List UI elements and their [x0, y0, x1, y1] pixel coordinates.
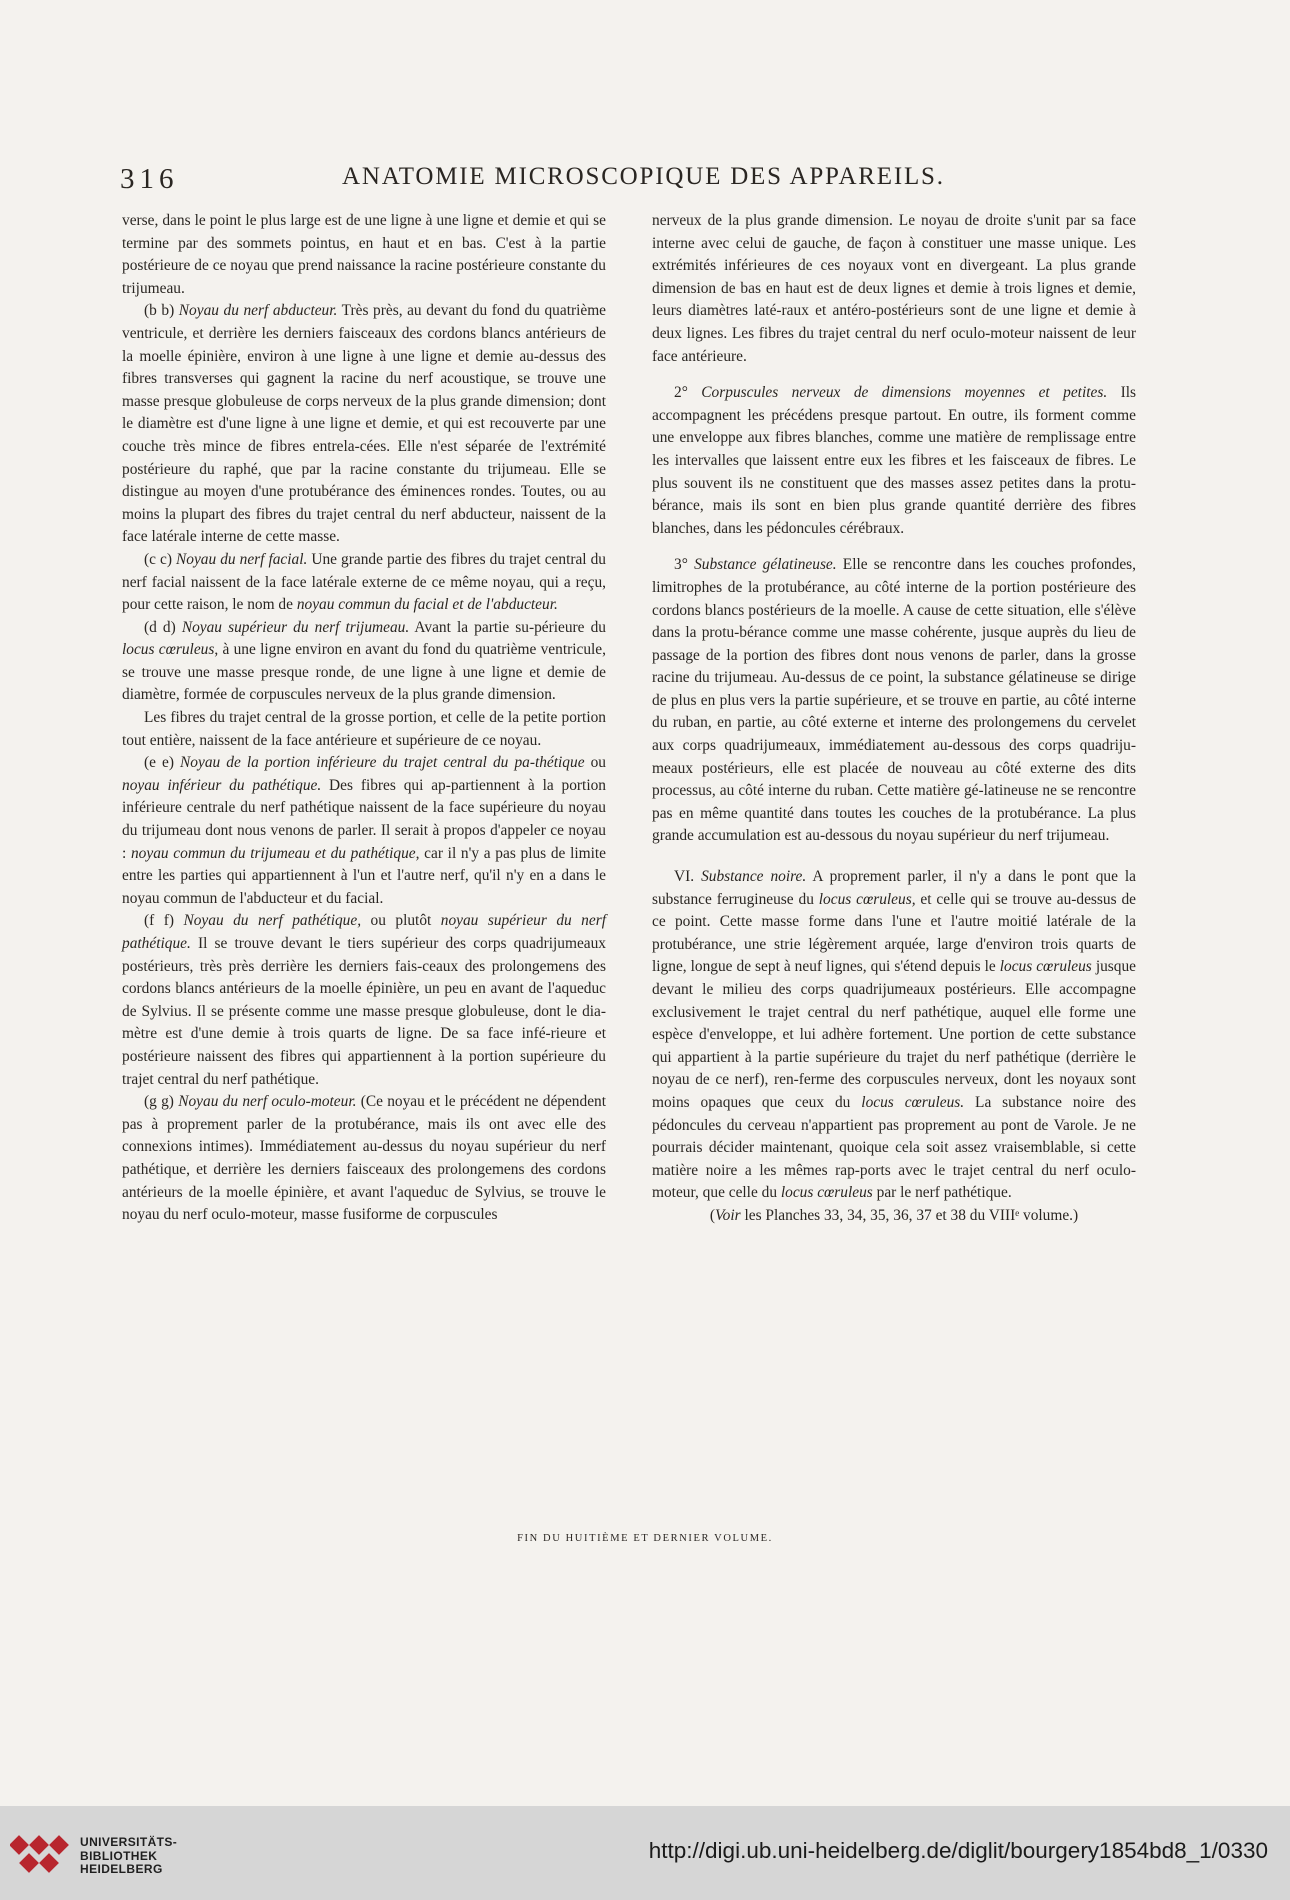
page-header [120, 163, 1150, 199]
paragraph-section-3: 3° Substance gélatineuse. Elle se rencontre dans les couches profondes, limitrophes de la protubérance, au côté interne de la portion postérieure des cordons blancs postérieurs de la moelle. A cause de cette situation, elle s'élève dans la protu-bérance comme une masse cohérente, jusque auprès du lieu de passage de la portion des fibres dont nous venons de parler, dans la grosse racine du trijumeau. Au-dessus de ce point, la substance gélatineuse se dirige de plus en plus vers la partie supérieure, et se trouve en partie, au côté interne du ruban, en partie, au côté externe et interne des prolongemens du cervelet aux corps quadrijumeaux, immédiatement au-dessous des corps quadriju-meaux postérieurs, elle est placée de nouveau au côté externe des dits processus, au côté interne du ruban. Cette matière gé-latineuse ne se rencontre pas en même quantité dans toutes les couches de la protubérance. La plus grande accumulation est au-dessous du noyau supérieur du nerf trijumeau. [652, 556, 1136, 845]
paragraph: nerveux de la plus grande dimension. Le noyau de droite s'unit par sa face interne avec celui de gauche, de façon à constituer une masse unique. Les extrémités inférieures de ces noyaux vont en divergeant. La plus grande dimension de bas en haut est de deux lignes et demie à trois lignes et demie, leurs diamètres laté-raux et antéro-postérieurs sont de une ligne et demie à deux lignes. Les fibres du trajet central du nerf oculo-moteur naissent de leur face antérieure. [652, 212, 1136, 365]
plates-reference: (Voir les Planches 33, 34, 35, 36, 37 et 38 du VIIIᵉ volume.) [709, 1206, 1079, 1224]
footer-bar [0, 1806, 1290, 1900]
paragraph-dd: (d d) Noyau supérieur du nerf trijumeau. Avant la partie su-périeure du locus cœruleus, à une ligne environ en avant du fond du quatrième ventricule, se trouve une masse presque ronde, de une ligne à une ligne et demie de diamètre, formée de corpuscules nerveux de la plus grande dimension. [122, 618, 606, 704]
paragraph-bb: (b b) Noyau du nerf abducteur. Très près, au devant du fond du quatrième ventricule, et derrière les derniers faisceaux des cordons blancs antérieurs de la moelle épinière, environ à une ligne à une ligne et demie au-dessus des fibres transverses qui gagnent la racine du nerf acoustique, se trouve une masse presque globuleuse de corps nerveux de la plus grande dimension; dont le diamètre est d'une ligne à une ligne et demie, et qui est recouverte par une couche très mince de fibres entrela-cées. Elle n'est séparée de l'extrémité postérieure du raphé, que par la racine constante du trijumeau. Elle se distingue au moyen d'une protubérance des éminences rondes. Toutes, ou au moins la plupart des fibres du trajet central du nerf abducteur, naissent de la face latérale interne de cette masse. [122, 302, 607, 546]
paragraph-ee: (e e) Noyau de la portion inférieure du trajet central du pa-thétique ou noyau inférieur du pathétique. Des fibres qui ap-partiennent à la portion inférieure centrale du nerf pathétique naissent de la face supérieure du noyau du trijumeau dont nous venons de parler. Il serait à propos d'appeler ce noyau : noyau commun du trijumeau et du pathétique, car il n'y a pas plus de limite entre les parties qui appartiennent à l'un et l'autre nerf, qu'il n'y en a dans le noyau commun de l'abducteur et du facial. [122, 754, 606, 907]
paragraph: Les fibres du trajet central de la grosse portion, et celle de la petite portion tout entière, naissent de la face antérieure et supérieure de ce noyau. [122, 709, 606, 749]
paragraph-section-vi: VI. Substance noire. A proprement parler, il n'y a dans le pont que la substance ferrugineuse du locus cœruleus, et celle qui se trouve au-dessus de ce point. Cette masse forme dans l'une et l'autre moitié latérale de la protubérance, une strie légèrement arquée, large d'environ trois quarts de ligne, longue de sept à neuf lignes, qui s'étend depuis le locus cœruleus jusque devant le milieu des corps quadrijumeaux postérieurs. Elle accompagne exclusivement le trajet central du nerf pathétique, auquel elle forme une espèce d'enveloppe, et lui adhère fortement. Une portion de cette substance qui appartient à la partie supérieure du trajet du nerf pathétique (derrière le noyau de ce nerf), ren-ferme des corpuscules nerveux, dont les noyaux sont moins opaques que ceux du locus cœruleus. La substance noire des pédoncules du cerveau n'appartient pas proprement au pont de Varole. Je ne pourrais décider maintenant, quoique cela soit assez vraisemblable, si cette matière noire a les mêmes rap-ports avec le trajet central du nerf oculo-moteur, que celle du locus cœruleus par le nerf pathétique. [652, 868, 1137, 1202]
right-column [652, 210, 1136, 1228]
paragraph-gg: (g g) Noyau du nerf oculo-moteur. (Ce noyau et le précédent ne dépendent pas à proprement parler de la protubérance, mais ils ont avec elle des connexions intimes). Immédiatement au-dessus du noyau supérieur du nerf pathétique, et derrière les derniers faisceaux des prolongemens des cordons antérieurs de la moelle épinière, et avant l'aqueduc de Sylvius, se trouve le noyau du nerf oculo-moteur, masse fusiforme de corpuscules [122, 1093, 606, 1224]
left-column [122, 210, 606, 1227]
running-title: ANATOMIE MICROSCOPIQUE DES APPAREILS. [342, 163, 945, 190]
library-name-line: HEIDELBERG [80, 1862, 163, 1876]
paragraph: verse, dans le point le plus large est de une ligne à une ligne et demie et qui se termine par des sommets pointus, en haut et en bas. C'est à la partie postérieure de ce noyau que prend naissance la racine postérieure constante du trijumeau. [122, 212, 606, 297]
paragraph-cc: (c c) Noyau du nerf facial. Une grande partie des fibres du trajet central du nerf facial naissent de la face latérale externe de ce même noyau, qui a reçu, pour cette raison, le nom de noyau commun du facial et de l'abducteur. [122, 550, 606, 614]
paragraph-section-2: 2° Corpuscules nerveux de dimensions moyennes et petites. Ils accompagnent les précédens presque partout. En outre, ils forment comme une enveloppe aux fibres blanches, comme une matière de remplissage entre les intervalles que laissent entre eux les fibres et les faisceaux de fibres. Le plus souvent ils ne constituent que des masses assez petites dans la protu-bérance, mais ils sont en bien plus grande quantité derrière des fibres blanches, dans les pédoncules cérébraux. [652, 384, 1136, 537]
page-number: 316 [120, 163, 179, 195]
library-name-line: BIBLIOTHEK [80, 1848, 158, 1863]
university-library-logo-icon [10, 1832, 72, 1884]
paragraph-ff: (f f) Noyau du nerf pathétique, ou plutôt noyau supérieur du nerf pathétique. Il se trouve devant le tiers supérieur des corps quadrijumeaux postérieurs, très près derrière les derniers fais-ceaux des prolongemens des cordons blancs antérieurs de la moelle épinière, un peu en avant de l'aqueduc de Sylvius. Il se présente comme une masse presque globuleuse, dont le dia-mètre est d'une demie à trois quarts de ligne. De sa face infé-rieure et postérieure naissent des fibres qui appartiennent à la portion supérieure du trajet central du nerf pathétique. [122, 912, 606, 1088]
end-note: FIN DU HUITIÈME ET DERNIER VOLUME. [517, 1533, 773, 1544]
library-name-line: UNIVERSITÄTS- [80, 1835, 178, 1849]
source-url-link[interactable]: http://digi.ub.uni-heidelberg.de/diglit/bourgery1854bd8_1/0330 [648, 1838, 1268, 1863]
library-name [80, 1836, 177, 1877]
